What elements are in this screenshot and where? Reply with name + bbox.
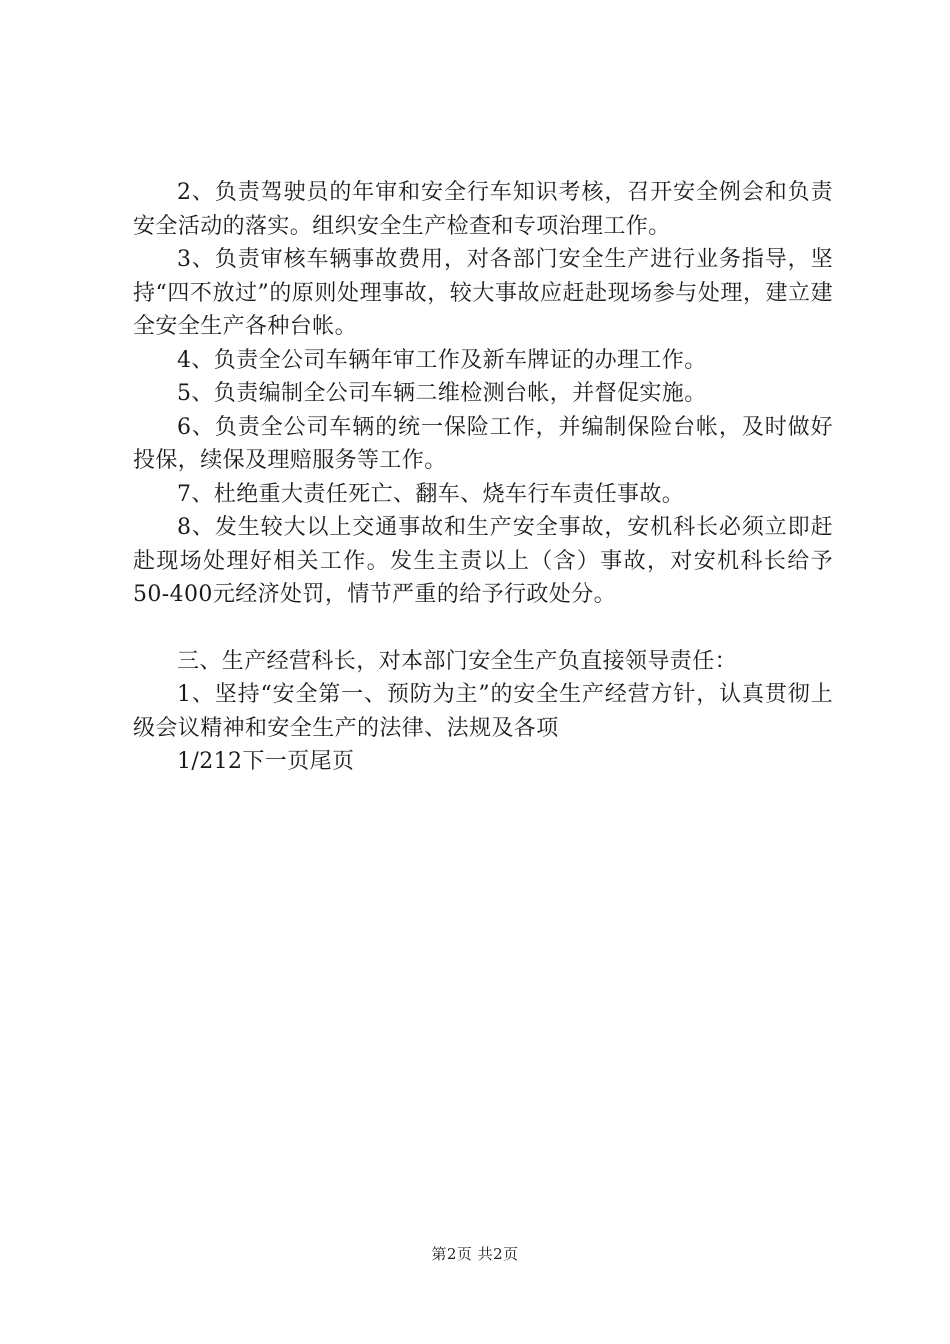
section-item-1: 1、坚持“安全第一、预防为主”的安全生产经营方针，认真贯彻上级会议精神和安全生产的法律、法规及各项 [133, 682, 833, 741]
paragraph-item-7: 7、杜绝重大责任死亡、翻车、烧车行车责任事故。 [177, 481, 685, 507]
page-footer: 第2页 共2页 [431, 1245, 519, 1263]
paragraph-item-5: 5、负责编制全公司车辆二维检测台帐，并督促实施。 [177, 381, 707, 406]
paragraph-item-6: 6、负责全公司车辆的统一保险工作，并编制保险台帐，及时做好投保，续保及理赔服务等工作。 [133, 414, 833, 473]
pager-text: 1/212下一页尾页 [177, 749, 355, 774]
paragraph-item-2: 2、负责驾驶员的年审和安全行车知识考核，召开安全例会和负责安全活动的落实。组织安全生产检查和专项治理工作。 [133, 180, 833, 239]
paragraph-item-8: 8、发生较大以上交通事故和生产安全事故，安机科长必须立即赶赴现场处理好相关工作。发生主责以上（含）事故，对安机科长给予50-400元经济处罚，情节严重的给予行政处分。 [133, 515, 833, 607]
document-body [133, 176, 833, 779]
paragraph-item-4: 4、负责全公司车辆年审工作及新车牌证的办理工作。 [177, 347, 707, 373]
paragraph-item-3: 3、负责审核车辆事故费用，对各部门安全生产进行业务指导，坚持“四不放过”的原则处理事故，较大事故应赶赴现场参与处理，建立建全安全生产各种台帐。 [133, 247, 833, 339]
section-heading: 三、生产经营科长，对本部门安全生产负直接领导责任： [177, 648, 738, 674]
paragraph-spacer [133, 612, 833, 645]
